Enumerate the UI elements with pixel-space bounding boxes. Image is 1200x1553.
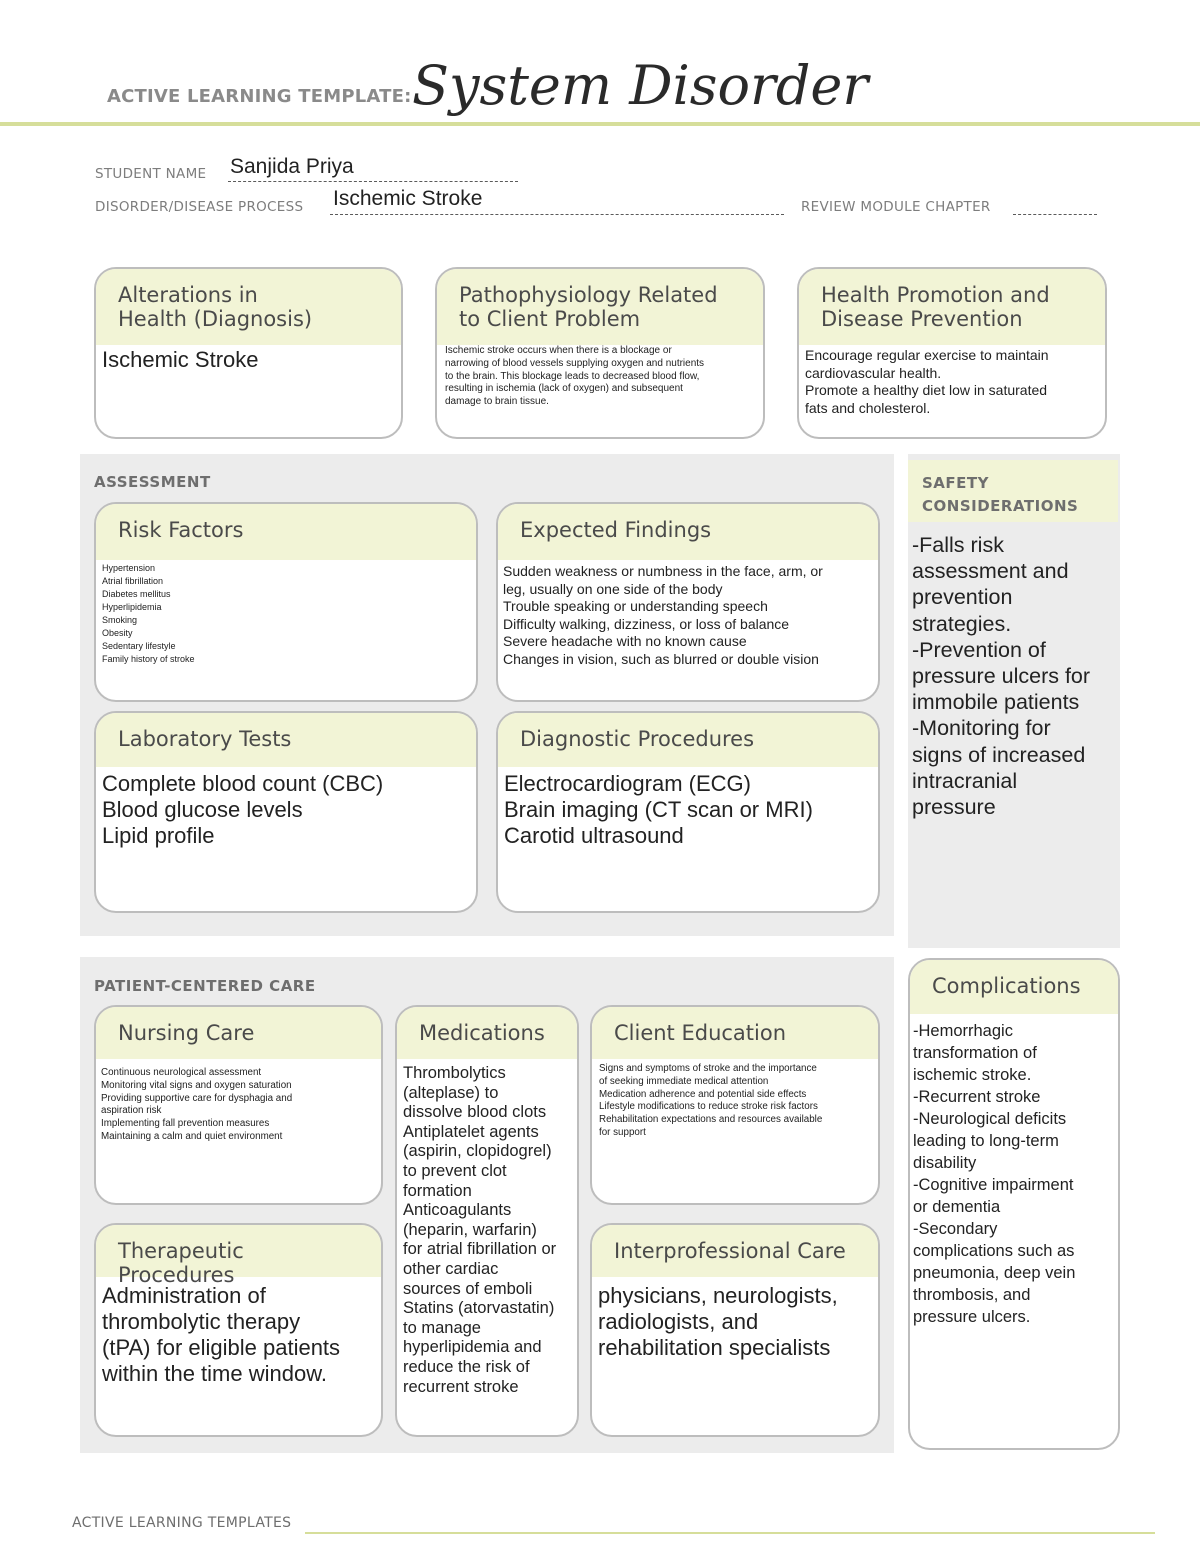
student-name-line: [228, 181, 518, 182]
medications-box: [395, 1005, 579, 1437]
student-name-field[interactable]: Sanjida Priya: [230, 155, 354, 178]
interprofessional-care-body[interactable]: physicians, neurologists, radiologists, and rehabilitation specialists: [598, 1283, 838, 1360]
laboratory-tests-box: [94, 711, 478, 913]
diagnostic-procedures-box: [496, 711, 880, 913]
alterations-box: [94, 267, 403, 439]
page-title: System Disorder: [412, 54, 869, 117]
risk-factors-body[interactable]: Hypertension Atrial fibrillation Diabetes mellitus Hyperlipidemia Smoking Obesity Sedentary lifestyle Family history of stroke: [102, 563, 195, 664]
therapeutic-procedures-title: Therapeutic Procedures: [96, 1225, 381, 1277]
safety-heading-line1: SAFETY: [922, 474, 989, 492]
pathophysiology-box: [435, 267, 765, 439]
nursing-care-box: [94, 1005, 383, 1205]
health-promotion-box: [797, 267, 1107, 439]
alterations-title: Alterations in Health (Diagnosis): [96, 269, 401, 345]
diagnostic-procedures-body[interactable]: Electrocardiogram (ECG) Brain imaging (CT scan or MRI) Carotid ultrasound: [504, 771, 813, 848]
disorder-field[interactable]: Ischemic Stroke: [333, 187, 483, 210]
header-divider: [0, 122, 1200, 126]
review-module-line: [1013, 214, 1097, 215]
alterations-body[interactable]: Ischemic Stroke: [102, 347, 259, 372]
student-name-label: STUDENT NAME: [95, 166, 207, 182]
expected-findings-title: Expected Findings: [498, 504, 878, 560]
template-label: ACTIVE LEARNING TEMPLATE:: [107, 86, 412, 107]
pathophysiology-body[interactable]: Ischemic stroke occurs when there is a blockage or narrowing of blood vessels supplying oxygen and nutrients to the brain. This blockage leads to decreased blood flow, resulting in ischemia (lack of oxygen) and subsequent damage to brain tissue.: [445, 345, 705, 408]
safety-considerations-body[interactable]: -Falls risk assessment and prevention strategies. -Prevention of pressure ulcers for immobile patients -Monitoring for signs of increased intracranial pressure: [912, 533, 1091, 820]
complications-box: [908, 958, 1120, 1450]
diagnostic-procedures-title: Diagnostic Procedures: [498, 713, 878, 767]
therapeutic-procedures-box: [94, 1223, 383, 1437]
nursing-care-body[interactable]: Continuous neurological assessment Monitoring vital signs and oxygen saturation Providing supportive care for dysphagia and aspiration risk Implementing fall prevention measures Maintaining a calm and quiet environment: [101, 1067, 293, 1142]
therapeutic-procedures-body[interactable]: Administration of thrombolytic therapy (tPA) for eligible patients within the time window.: [102, 1283, 341, 1386]
patient-centered-care-heading: PATIENT-CENTERED CARE: [94, 977, 316, 995]
complications-body[interactable]: -Hemorrhagic transformation of ischemic stroke. -Recurrent stroke -Neurological deficits leading to long-term disability -Cognitive impairment or dementia -Secondary complications such as pneumonia, deep vein thrombosis, and pressure ulcers.: [913, 1022, 1076, 1326]
medications-title: Medications: [397, 1007, 577, 1059]
interprofessional-care-title: Interprofessional Care: [592, 1225, 878, 1277]
safety-heading-line2: CONSIDERATIONS: [922, 497, 1079, 515]
laboratory-tests-title: Laboratory Tests: [96, 713, 476, 767]
health-promotion-title: Health Promotion and Disease Prevention: [799, 269, 1105, 345]
health-promotion-body[interactable]: Encourage regular exercise to maintain cardiovascular health. Promote a healthy diet low in saturated fats and cholesterol.: [805, 347, 1049, 416]
disorder-line: [330, 214, 784, 215]
disorder-label: DISORDER/DISEASE PROCESS: [95, 199, 304, 215]
expected-findings-box: [496, 502, 880, 702]
assessment-heading: ASSESSMENT: [94, 473, 211, 491]
nursing-care-title: Nursing Care: [96, 1007, 381, 1059]
pathophysiology-title: Pathophysiology Related to Client Problem: [437, 269, 763, 345]
medications-body[interactable]: Thrombolytics (alteplase) to dissolve blood clots Antiplatelet agents (aspirin, clopidogrel) to prevent clot formation Anticoagulants (heparin, warfarin) for atrial fibrillation or other cardiac sources of emboli Statins (atorvastatin) to manage hyperlipidemia and reduce the risk of recurrent stroke: [403, 1064, 557, 1396]
complications-title: Complications: [910, 960, 1118, 1014]
risk-factors-box: [94, 502, 478, 702]
risk-factors-title: Risk Factors: [96, 504, 476, 560]
client-education-body[interactable]: Signs and symptoms of stroke and the importance of seeking immediate medical attention Medication adherence and potential side effects Lifestyle modifications to reduce stroke risk factors Rehabilitation expectations and resources available for support: [599, 1063, 823, 1138]
laboratory-tests-body[interactable]: Complete blood count (CBC) Blood glucose levels Lipid profile: [102, 771, 384, 848]
expected-findings-body[interactable]: Sudden weakness or numbness in the face, arm, or leg, usually on one side of the body Trouble speaking or understanding speech Difficulty walking, dizziness, or loss of balance Severe headache with no known cause Changes in vision, such as blurred or double vision: [503, 563, 823, 667]
client-education-box: [590, 1005, 880, 1205]
footer-divider: [305, 1532, 1155, 1534]
footer-label: ACTIVE LEARNING TEMPLATES: [72, 1515, 292, 1531]
review-module-label: REVIEW MODULE CHAPTER: [801, 199, 991, 215]
client-education-title: Client Education: [592, 1007, 878, 1059]
interprofessional-care-box: [590, 1223, 880, 1437]
safety-heading: [908, 460, 1118, 522]
